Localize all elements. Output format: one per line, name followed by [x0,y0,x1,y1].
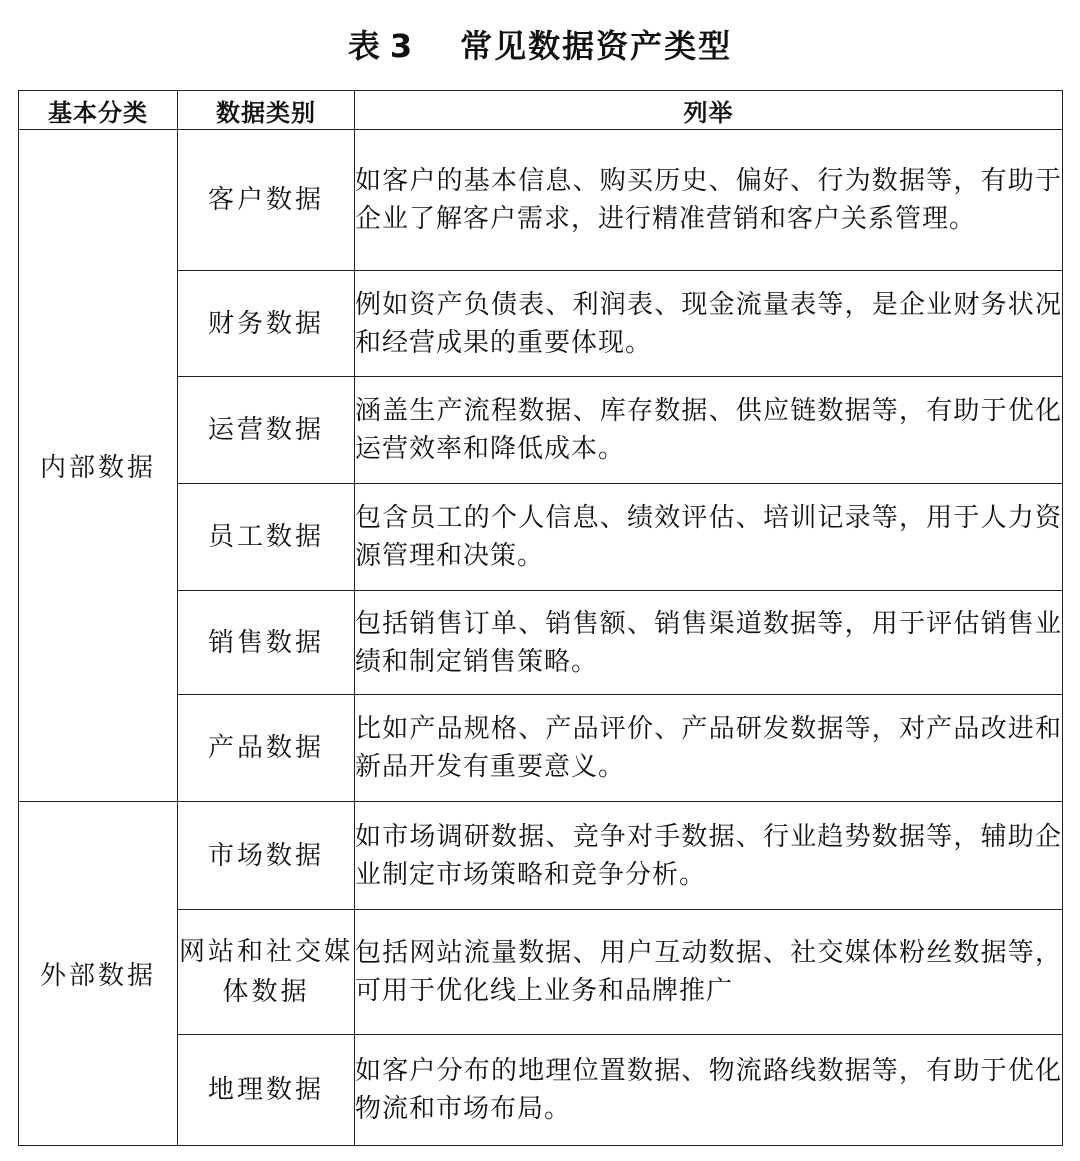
header-basic-classification: 基本分类 [19,91,178,130]
table-title [0,18,1080,74]
table-row [19,130,1063,271]
table-title-prefix: 表 [347,27,382,65]
example-cell: 包括网站流量数据、用户互动数据、社交媒体粉丝数据等，可用于优化线上业务和品牌推广 [355,910,1063,1035]
table-title-number: 3 [389,27,415,65]
category-cell: 员工数据 [178,484,355,591]
table-row [19,802,1063,910]
header-data-category: 数据类别 [178,91,355,130]
table-title-text: 常见数据资产类型 [460,27,733,65]
example-cell: 比如产品规格、产品评价、产品研发数据等，对产品改进和新品开发有重要意义。 [355,695,1063,802]
category-cell: 产品数据 [178,695,355,802]
example-cell: 例如资产负债表、利润表、现金流量表等，是企业财务状况和经营成果的重要体现。 [355,271,1063,377]
category-cell: 财务数据 [178,271,355,377]
example-cell: 包含员工的个人信息、绩效评估、培训记录等，用于人力资源管理和决策。 [355,484,1063,591]
data-asset-types-table [18,90,1063,1146]
example-cell: 涵盖生产流程数据、库存数据、供应链数据等，有助于优化运营效率和降低成本。 [355,377,1063,484]
category-cell: 地理数据 [178,1035,355,1146]
group-external-data: 外部数据 [19,802,178,1146]
category-cell: 客户数据 [178,130,355,271]
header-examples: 列举 [355,91,1063,130]
example-cell: 包括销售订单、销售额、销售渠道数据等，用于评估销售业绩和制定销售策略。 [355,591,1063,695]
category-cell: 市场数据 [178,802,355,910]
category-cell: 销售数据 [178,591,355,695]
category-cell: 运营数据 [178,377,355,484]
group-internal-data: 内部数据 [19,130,178,802]
category-cell: 网站和社交媒体数据 [178,910,355,1035]
example-cell: 如市场调研数据、竞争对手数据、行业趋势数据等，辅助企业制定市场策略和竞争分析。 [355,802,1063,910]
example-cell: 如客户的基本信息、购买历史、偏好、行为数据等，有助于企业了解客户需求，进行精准营销和客户关系管理。 [355,130,1063,271]
example-cell: 如客户分布的地理位置数据、物流路线数据等，有助于优化物流和市场布局。 [355,1035,1063,1146]
table-header-row [19,91,1063,130]
